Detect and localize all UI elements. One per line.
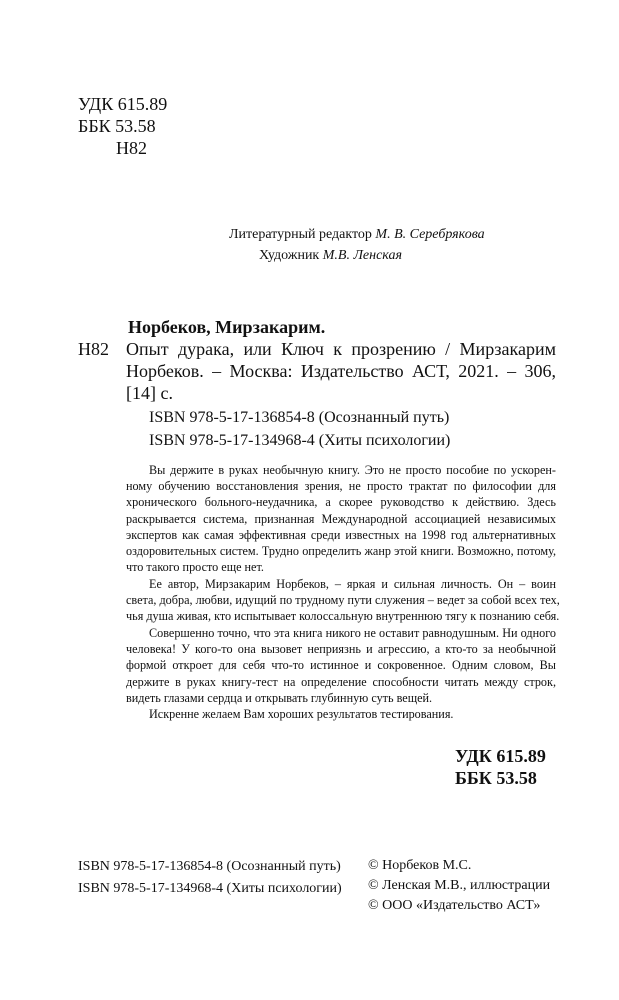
copyright-illustrator: © Ленская М.В., иллюстрации xyxy=(368,878,551,893)
classification-bottom xyxy=(455,745,546,789)
udk-code-bottom: УДК 615.89 xyxy=(455,746,546,766)
annotation-line: раскрывается система, признанная Международной ассоциацией независимых xyxy=(126,511,556,526)
annotation-line: Искренне желаем Вам хороших результатов тестирования. xyxy=(149,707,454,721)
annotation-line: что такого просто еще нет. xyxy=(126,560,264,575)
annotation-line: видеть глазами сердца и открывать глубинную суть вещей. xyxy=(126,690,433,705)
annotation-line: человека! У кого-то она вызовет неприязнь и агрессию, а кто-то за необычной xyxy=(126,642,556,657)
annotation-line: света, добра, любви, идущий по трудному пути служения – ведет за собой всех тех, xyxy=(126,593,560,608)
annotation-line: Совершенно точно, что эта книга никого не оставит равнодушным. Ни одного xyxy=(149,626,556,640)
editor-credit xyxy=(229,226,485,244)
record-isbn-1: ISBN 978-5-17-136854-8 (Осознанный путь) xyxy=(149,409,450,426)
classification-top xyxy=(78,93,167,159)
annotation-paragraph-3 xyxy=(126,625,556,706)
annotation-paragraph-2 xyxy=(126,576,560,625)
annotation-line: хронического больного-неудачника, а скорее руководство к действию. Здесь xyxy=(126,495,556,510)
description-line: [14] с. xyxy=(126,383,173,403)
artist-label: Художник xyxy=(259,248,320,263)
annotation-line: формой откроет для себя что-то истинное и сокровенное. Одним словом, Вы xyxy=(126,658,556,673)
annotation-paragraph-1 xyxy=(126,462,556,575)
annotation-paragraph-4 xyxy=(126,706,556,722)
record-author-sign: Н82 xyxy=(78,339,109,359)
footer-isbn-2: ISBN 978-5-17-134968-4 (Хиты психологии) xyxy=(78,881,342,896)
description-line: Опыт дурака, или Ключ к прозрению / Мирзакарим xyxy=(126,339,556,359)
copyright-author: © Норбеков М.С. xyxy=(368,858,472,873)
footer-isbn-1: ISBN 978-5-17-136854-8 (Осознанный путь) xyxy=(78,859,341,874)
artist-name: М.В. Ленская xyxy=(322,248,403,263)
annotation-line: Вы держите в руках необычную книгу. Это не просто пособие по ускорен- xyxy=(149,463,556,477)
annotation-line: Ее автор, Мирзакарим Норбеков, – яркая и сильная личность. Он – воин xyxy=(149,577,556,591)
bbk-code: ББК 53.58 xyxy=(78,116,156,136)
description-line: Норбеков. – Москва: Издательство АСТ, 2021. – 306, xyxy=(126,361,556,381)
annotation-line: чья душа живая, кто испытывает колоссальную внутреннюю тягу к познанию себя. xyxy=(126,609,560,624)
annotation-line: держите в руках книгу-тест на определение способности читать между строк, xyxy=(126,674,556,689)
bbk-code-bottom: ББК 53.58 xyxy=(455,768,537,788)
author-heading: Норбеков, Мирзакарим. xyxy=(128,317,326,337)
artist-credit xyxy=(259,247,402,265)
copyright-publisher: © ООО «Издательство АСТ» xyxy=(368,898,541,913)
annotation-line: ному обучению восстановления зрения, не просто трактат по философии для xyxy=(126,479,556,494)
annotation-line: оздоровительных систем. Трудно определить жанр этой книги. Возможно, потому, xyxy=(126,544,556,559)
bibliographic-description xyxy=(126,338,556,404)
editor-label: Литературный редактор xyxy=(229,227,372,242)
annotation-line: экспертов как самая эффективная среди известных на 1998 год альтернативных xyxy=(126,527,556,542)
editor-name: М. В. Серебрякова xyxy=(375,227,485,242)
udk-code: УДК 615.89 xyxy=(78,94,168,114)
footer-isbn-block xyxy=(78,856,342,900)
record-isbn-2: ISBN 978-5-17-134968-4 (Хиты психологии) xyxy=(149,432,451,449)
author-sign: Н82 xyxy=(116,138,147,158)
copyright-block xyxy=(368,856,550,916)
